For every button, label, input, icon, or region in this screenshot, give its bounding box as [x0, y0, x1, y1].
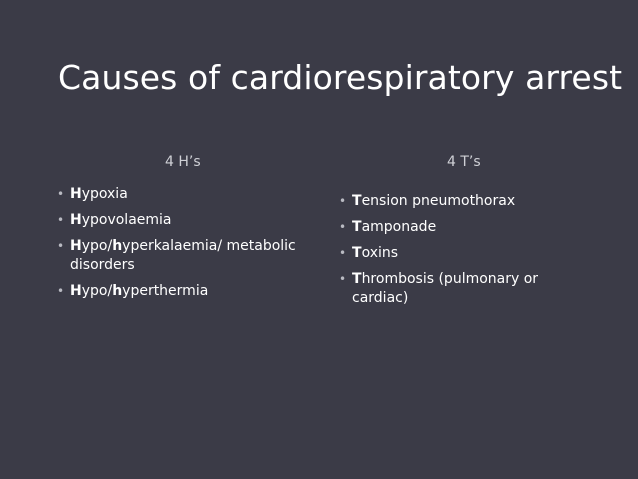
list-item-text: Thrombosis (pulmonary or cardiac) [352, 271, 539, 306]
bullet-icon: • [57, 213, 65, 227]
bullet-icon: • [57, 284, 65, 298]
list-item-text: Toxins [352, 245, 399, 261]
left-column-heading: 4 H’s [165, 154, 201, 170]
list-item [339, 270, 579, 308]
bullet-icon: • [339, 194, 347, 208]
list-item [339, 218, 579, 237]
list-item [57, 211, 307, 230]
right-column-heading: 4 T’s [447, 154, 481, 170]
list-item-text: Hypo/hyperkalaemia/ metabolic disorders [70, 238, 296, 273]
bullet-icon: • [57, 187, 65, 201]
list-item [57, 237, 307, 275]
list-item-text: Hypovolaemia [70, 212, 172, 228]
bullet-icon: • [57, 239, 65, 253]
list-item-text: Hypo/hyperthermia [70, 283, 209, 299]
list-item [57, 282, 307, 301]
list-item-text: Tension pneumothorax [352, 193, 516, 209]
list-item-text: Tamponade [352, 219, 437, 235]
list-item [339, 192, 579, 211]
t-causes-list [339, 192, 579, 315]
list-item [57, 185, 307, 204]
list-item [339, 244, 579, 263]
slide-title: Causes of cardiorespiratory arrest [58, 58, 623, 97]
h-causes-list [57, 185, 307, 308]
bullet-icon: • [339, 272, 347, 286]
bullet-icon: • [339, 220, 347, 234]
bullet-icon: • [339, 246, 347, 260]
list-item-text: Hypoxia [70, 186, 128, 202]
